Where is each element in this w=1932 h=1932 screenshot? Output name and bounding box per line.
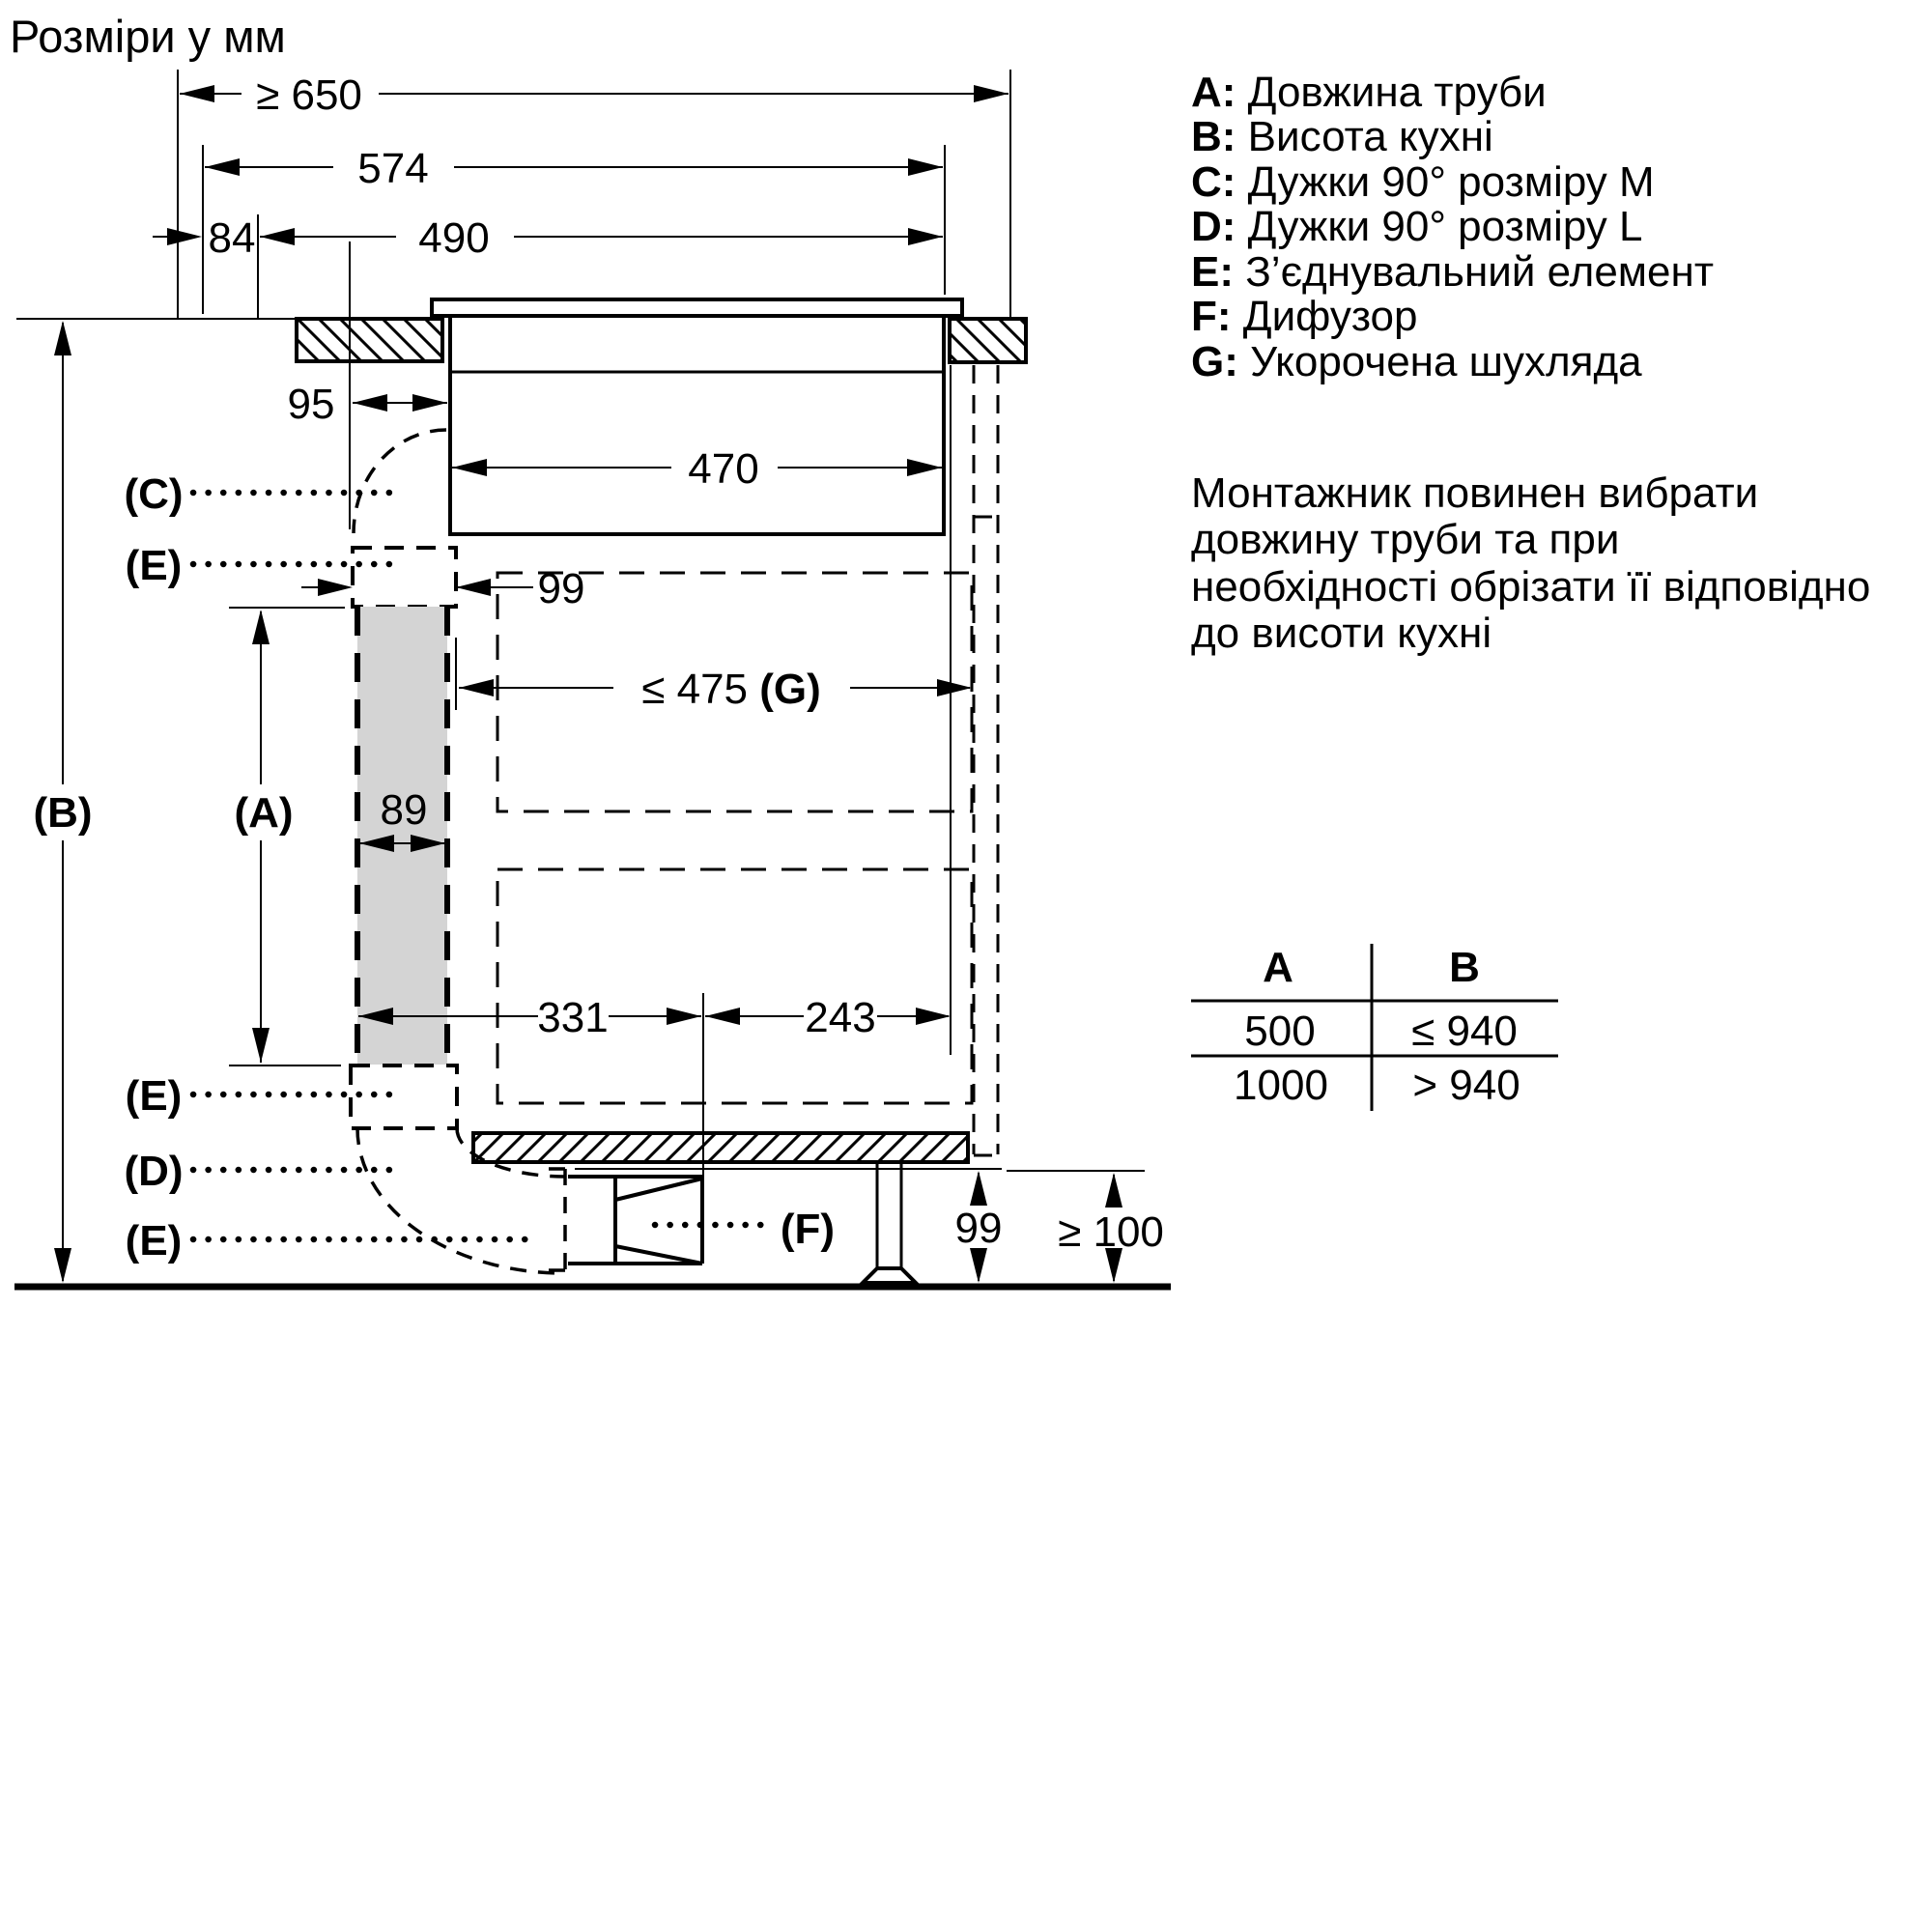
svg-text:B: Висота кухні bbox=[1191, 113, 1493, 160]
svg-text:89: 89 bbox=[380, 786, 428, 834]
hob-glass-plate bbox=[432, 299, 962, 316]
svg-text:(B): (B) bbox=[33, 789, 93, 837]
table-cell: 500 bbox=[1244, 1008, 1316, 1055]
label-f bbox=[655, 1206, 835, 1253]
back-channel bbox=[974, 365, 998, 1155]
svg-text:95: 95 bbox=[287, 381, 335, 428]
svg-text:84: 84 bbox=[208, 214, 256, 262]
label-c bbox=[124, 470, 403, 518]
svg-text:574: 574 bbox=[357, 145, 429, 192]
svg-text:до висоти кухні: до висоти кухні bbox=[1191, 610, 1492, 657]
legend-label: Дужки 90° розміру M bbox=[1247, 158, 1655, 206]
legend-label: Дужки 90° розміру L bbox=[1247, 203, 1643, 250]
label-d bbox=[124, 1148, 403, 1195]
legend-label: Висота кухні bbox=[1247, 113, 1493, 160]
dim-475-drawer bbox=[459, 666, 972, 713]
svg-text:E: З’єднувальний елемент bbox=[1191, 248, 1714, 296]
dim-100-clearance bbox=[1058, 1173, 1164, 1283]
table-header-a: A bbox=[1263, 944, 1293, 991]
svg-text:(C): (C) bbox=[124, 470, 184, 518]
dim-a-vertical bbox=[234, 610, 293, 1063]
dim-243 bbox=[705, 994, 951, 1041]
svg-text:D: Дужки 90° розміру L bbox=[1191, 203, 1643, 250]
legend-key: C: bbox=[1191, 158, 1236, 206]
dim-490 bbox=[260, 214, 943, 262]
page-title: Розміри у мм bbox=[10, 11, 286, 62]
dim-b-vertical bbox=[33, 321, 92, 1283]
table-header-b: B bbox=[1449, 944, 1480, 991]
legend bbox=[1191, 69, 1714, 385]
svg-text:(E): (E) bbox=[125, 542, 183, 589]
base-hatch-strip bbox=[473, 1133, 968, 1162]
svg-text:G: Укорочена шухляда bbox=[1191, 338, 1642, 385]
legend-key: D: bbox=[1191, 203, 1236, 250]
table-cell: ≤ 940 bbox=[1411, 1008, 1518, 1055]
svg-text:A: Довжина труби bbox=[1191, 69, 1547, 116]
dim-574 bbox=[205, 145, 943, 192]
dim-95 bbox=[288, 381, 447, 428]
label-e-middle bbox=[126, 1072, 401, 1120]
svg-text:≥ 100: ≥ 100 bbox=[1058, 1208, 1164, 1256]
legend-label: Дифузор bbox=[1242, 293, 1418, 340]
svg-text:(D): (D) bbox=[124, 1148, 184, 1195]
dim-84 bbox=[153, 214, 255, 262]
svg-text:(E): (E) bbox=[125, 1217, 183, 1264]
svg-text:C: Дужки 90° розміру M bbox=[1191, 158, 1655, 206]
svg-text:Монтажник повинен вибрати: Монтажник повинен вибрати bbox=[1191, 469, 1759, 517]
svg-text:99: 99 bbox=[537, 565, 585, 612]
label-e-lower bbox=[126, 1217, 534, 1264]
drawer-box-lower bbox=[497, 869, 972, 1103]
svg-text:(E): (E) bbox=[125, 1072, 183, 1120]
foot-stand bbox=[863, 1162, 916, 1283]
svg-text:≥ 650: ≥ 650 bbox=[256, 71, 362, 119]
ab-table bbox=[1191, 944, 1558, 1111]
svg-text:243: 243 bbox=[805, 994, 876, 1041]
legend-key: E: bbox=[1191, 248, 1234, 296]
legend-key: B: bbox=[1191, 113, 1236, 160]
legend-key: F: bbox=[1191, 293, 1232, 340]
legend-label: З’єднувальний елемент bbox=[1245, 248, 1714, 296]
svg-text:≤ 475 (G): ≤ 475 (G) bbox=[641, 666, 821, 713]
svg-text:470: 470 bbox=[688, 445, 759, 493]
worktop-left-section bbox=[297, 319, 442, 361]
legend-label: Укорочена шухляда bbox=[1250, 338, 1642, 385]
diffuser bbox=[544, 1169, 702, 1270]
legend-key: A: bbox=[1191, 69, 1236, 116]
worktop-right-section bbox=[950, 319, 1026, 362]
svg-text:(A): (A) bbox=[234, 789, 294, 837]
svg-text:необхідності обрізати її відпо: необхідності обрізати її відповідно bbox=[1191, 563, 1871, 611]
svg-text:F: Дифузор bbox=[1191, 293, 1417, 340]
legend-label: Довжина труби bbox=[1247, 69, 1547, 116]
svg-text:99: 99 bbox=[954, 1205, 1003, 1252]
svg-text:490: 490 bbox=[418, 214, 490, 262]
bend-c-arc bbox=[354, 430, 446, 533]
svg-text:331: 331 bbox=[537, 994, 609, 1041]
installer-note bbox=[1191, 469, 1870, 657]
connector-upper bbox=[353, 548, 456, 607]
svg-text:(F): (F) bbox=[780, 1206, 836, 1253]
hob-body bbox=[450, 316, 944, 534]
legend-key: G: bbox=[1191, 338, 1238, 385]
table-cell: 1000 bbox=[1234, 1062, 1328, 1109]
svg-text:довжину труби та при: довжину труби та при bbox=[1191, 516, 1620, 563]
dim-650 bbox=[180, 71, 1009, 119]
duct-tube bbox=[357, 607, 447, 1065]
dim-99-foot bbox=[955, 1171, 1003, 1283]
connector-lower bbox=[351, 1065, 457, 1128]
table-cell: > 940 bbox=[1412, 1062, 1520, 1109]
